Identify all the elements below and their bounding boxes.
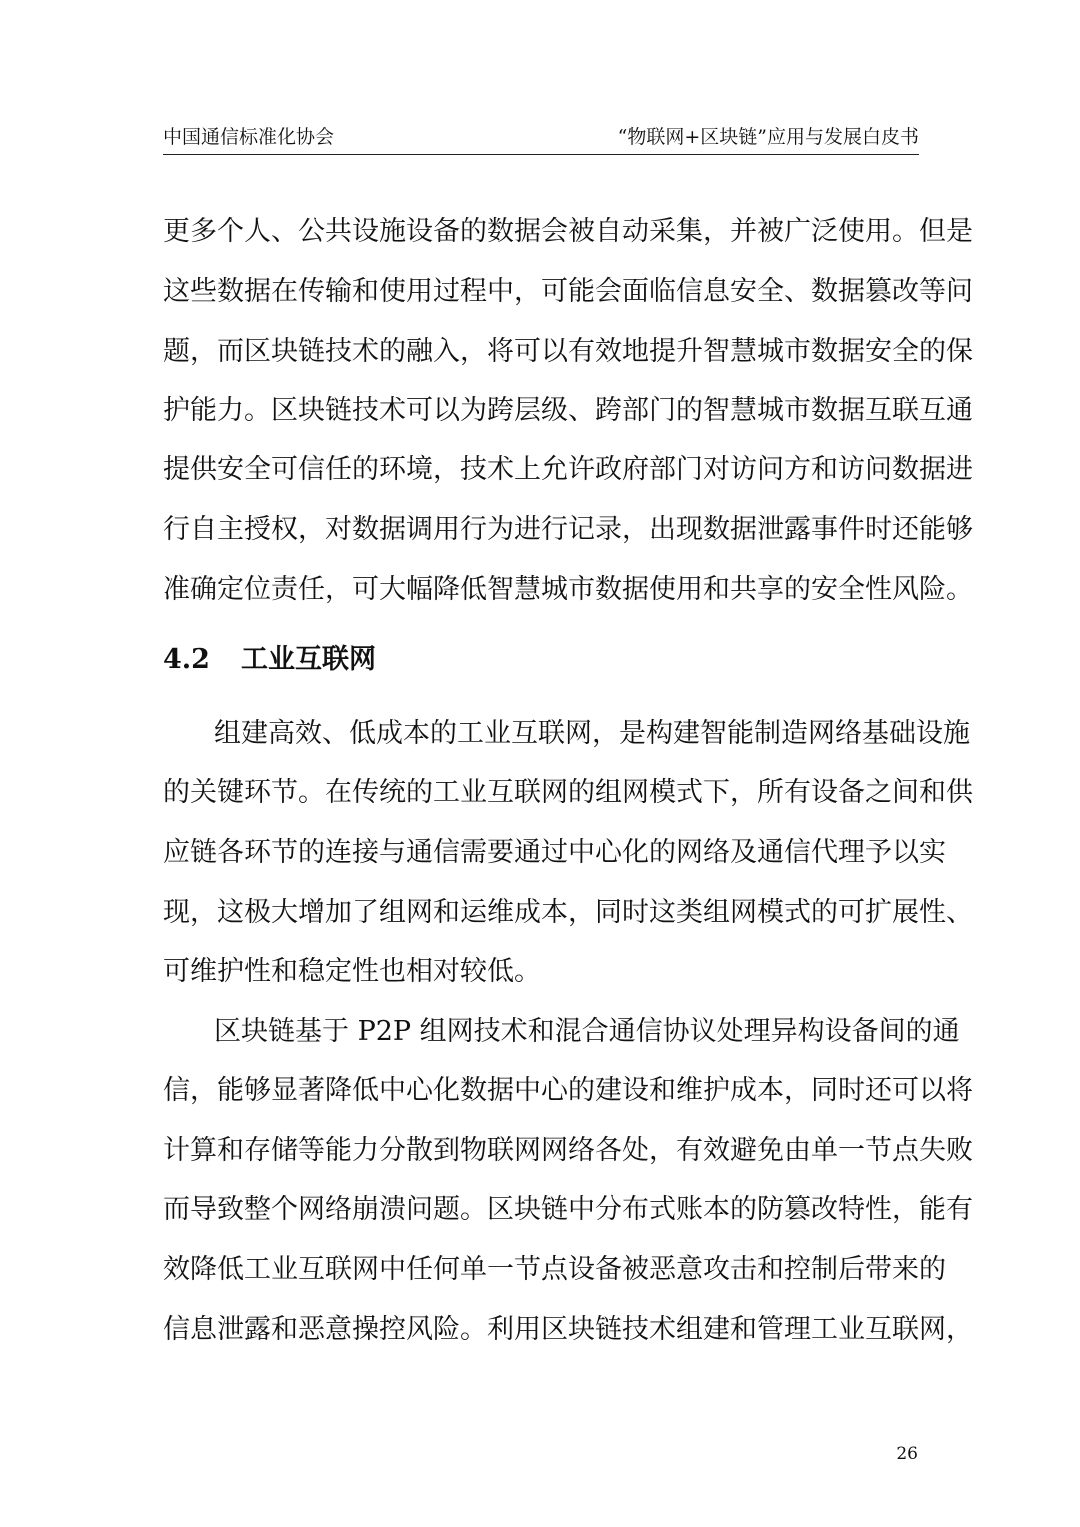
paragraph-1-line: 更多个人、公共设施设备的数据会被自动采集，并被广泛使用。但是	[163, 216, 973, 247]
paragraph-3-line: 区块链基于 P2P 组网技术和混合通信协议处理异构设备间的通	[214, 1016, 960, 1047]
paragraph-1-line: 提供安全可信任的环境，技术上允许政府部门对访问方和访问数据进	[163, 454, 973, 485]
paragraph-2-line: 组建高效、低成本的工业互联网，是构建智能制造网络基础设施	[214, 718, 970, 749]
paragraph-2-line: 应链各环节的连接与通信需要通过中心化的网络及通信代理予以实	[163, 837, 946, 868]
paragraph-3-line: 计算和存储等能力分散到物联网网络各处，有效避免由单一节点失败	[163, 1135, 973, 1166]
paragraph-1-line: 行自主授权，对数据调用行为进行记录，出现数据泄露事件时还能够	[163, 514, 973, 545]
paragraph-2-line: 可维护性和稳定性也相对较低。	[163, 956, 541, 987]
header-document-title: “物联网+区块链”应用与发展白皮书	[617, 126, 919, 148]
paragraph-3-line: 信，能够显著降低中心化数据中心的建设和维护成本，同时还可以将	[163, 1075, 973, 1106]
paragraph-3-line: 而导致整个网络崩溃问题。区块链中分布式账本的防篡改特性，能有	[163, 1194, 973, 1225]
paragraph-3-line: 信息泄露和恶意操控风险。利用区块链技术组建和管理工业互联网，	[163, 1314, 973, 1345]
page-header	[163, 122, 919, 155]
paragraph-3-line: 效降低工业互联网中任何单一节点设备被恶意攻击和控制后带来的	[163, 1254, 946, 1285]
paragraph-1-line: 准确定位责任，可大幅降低智慧城市数据使用和共享的安全性风险。	[163, 574, 973, 605]
section-heading	[163, 642, 376, 678]
paragraph-1-line: 题，而区块链技术的融入，将可以有效地提升智慧城市数据安全的保	[163, 336, 973, 367]
section-number: 4.2	[163, 644, 210, 675]
header-organization: 中国通信标准化协会	[163, 126, 335, 148]
paragraph-1-line: 护能力。区块链技术可以为跨层级、跨部门的智慧城市数据互联互通	[163, 395, 973, 426]
paragraph-1-line: 这些数据在传输和使用过程中，可能会面临信息安全、数据篡改等问	[163, 276, 973, 307]
page-number: 26	[896, 1444, 918, 1464]
section-title: 工业互联网	[241, 644, 376, 675]
paragraph-2-line: 现，这极大增加了组网和运维成本，同时这类组网模式的可扩展性、	[163, 897, 973, 928]
paragraph-2-line: 的关键环节。在传统的工业互联网的组网模式下，所有设备之间和供	[163, 777, 973, 808]
